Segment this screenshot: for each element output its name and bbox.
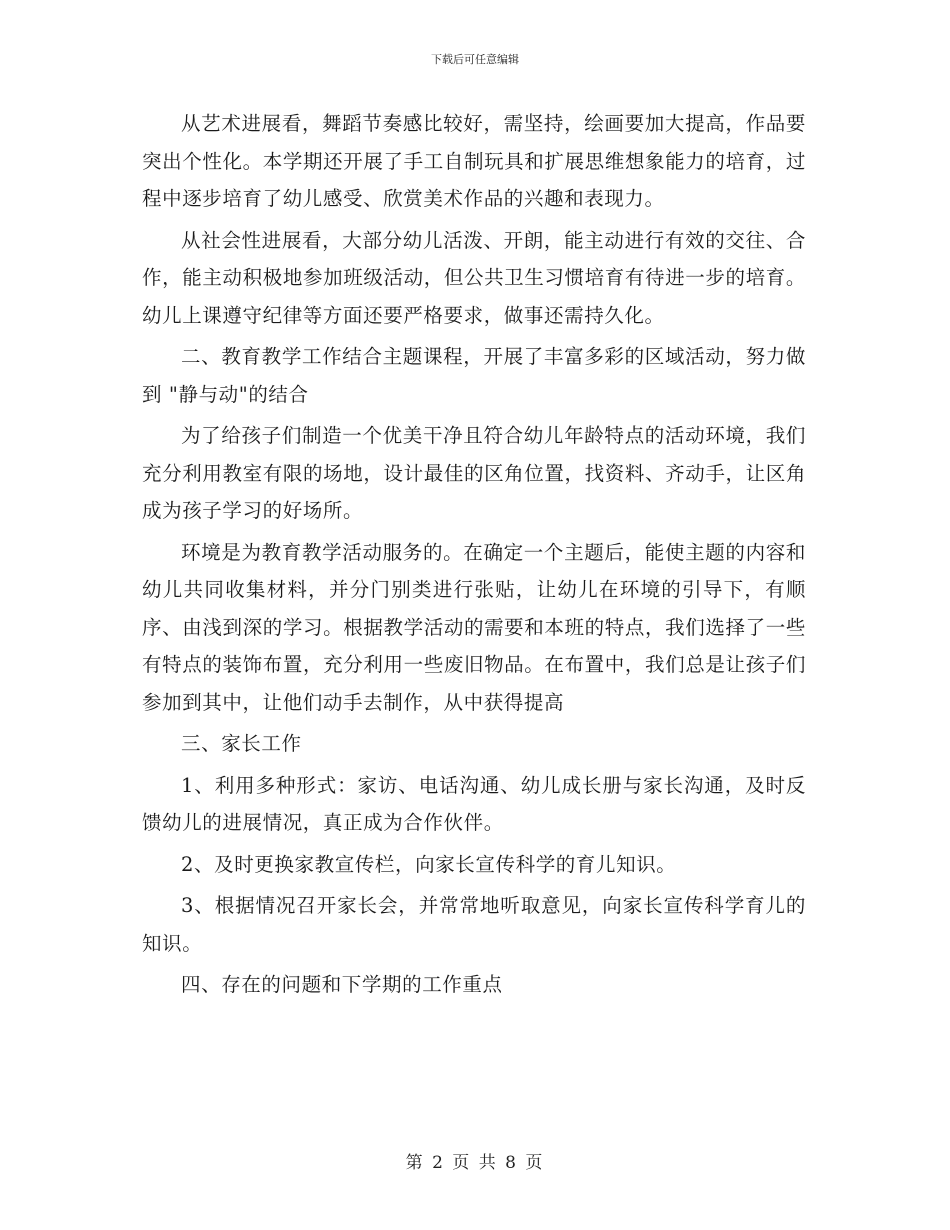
page-number: 第 2 页 共 8 页 bbox=[405, 1153, 545, 1173]
list-item-parent-work-1: 1、利用多种形式：家访、电话沟通、幼儿成长册与家长沟通，及时反馈幼儿的进展情况，真正成为合作伙伴。 bbox=[142, 773, 806, 834]
document-body bbox=[142, 105, 806, 1008]
page-header: 下载后可任意编辑 bbox=[431, 53, 519, 66]
heading-section-three: 三、家长工作 bbox=[181, 732, 302, 755]
paragraph-social-development: 从社会性进展看，大部分幼儿活泼、开朗，能主动进行有效的交往、合作，能主动积极地参加班级活动，但公共卫生习惯培育有待进一步的培育。幼儿上课遵守纪律等方面还要严格要求，做事还需持久化。 bbox=[142, 228, 806, 327]
list-item-parent-work-2: 2、及时更换家教宣传栏，向家长宣传科学的育儿知识。 bbox=[181, 852, 677, 876]
heading-section-two: 二、教育教学工作结合主题课程，开展了丰富多彩的区域活动，努力做到 "静与动"的结合 bbox=[142, 345, 806, 406]
heading-section-four: 四、存在的问题和下学期的工作重点 bbox=[181, 973, 503, 996]
paragraph-environment-service: 环境是为教育教学活动服务的。在确定一个主题后，能使主题的内容和幼儿共同收集材料，并分门别类进行张贴，让幼儿在环境的引导下，有顺序、由浅到深的学习。根据教学活动的需要和本班的特点，我们选择了一些有特点的装饰布置，充分利用一些废旧物品。在布置中，我们总是让孩子们参加到其中，让他们动手去制作，从中获得提高 bbox=[142, 540, 806, 714]
paragraph-environment-creation: 为了给孩子们制造一个优美干净且符合幼儿年龄特点的活动环境，我们充分利用教室有限的场地，设计最佳的区角位置，找资料、齐动手，让区角成为孩子学习的好场所。 bbox=[142, 424, 806, 522]
paragraph-art-development: 从艺术进展看，舞蹈节奏感比较好，需坚持，绘画要加大提高，作品要突出个性化。本学期还开展了手工自制玩具和扩展思维想象能力的培育，过程中逐步培育了幼儿感受、欣赏美术作品的兴趣和表现力。 bbox=[142, 112, 806, 210]
list-item-parent-work-3: 3、根据情况召开家长会，并常常地听取意见，向家长宣传科学育儿的知识。 bbox=[142, 894, 806, 955]
